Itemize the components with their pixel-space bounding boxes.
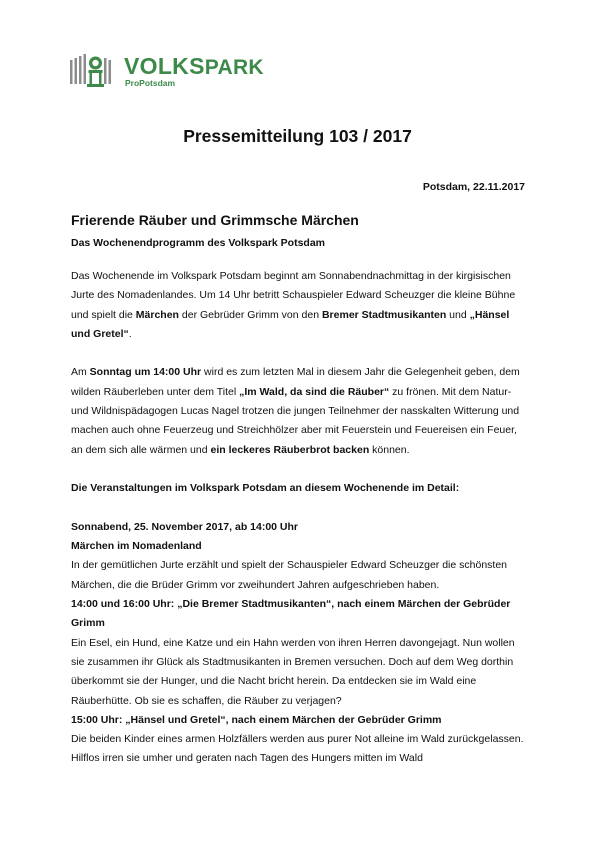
event-item-text: Die beiden Kinder eines armen Holzfällers werden aus purer Not alleine im Wald zurückgelassen. Hilflos irren sie umher und geraten nach Tagen des Hungers mitten im Wald xyxy=(71,733,524,765)
text-run: wird es zum letzten Mal in diesem Jahr die Gelegenheit geben, dem wilden Räuberleben unter dem Titel xyxy=(71,366,520,398)
logo-subtitle: ProPotsdam xyxy=(125,78,176,88)
place-date: Potsdam, 22.11.2017 xyxy=(422,181,525,193)
article-body xyxy=(71,267,526,769)
logo xyxy=(70,52,270,92)
bold-run: „Im Wald, da sind die Räuber“ xyxy=(239,385,390,398)
event-intro: In der gemütlichen Jurte erzählt und spielt der Schauspieler Edward Scheuzger die schönsten Märchen, die die Brüder Grimm vor zweihundert Jahren aufgeschrieben haben. xyxy=(71,559,508,591)
event-item-text: Ein Esel, ein Hund, eine Katze und ein Hahn werden von ihren Herren davongejagt. Nun wollen sie zusammen ihr Glück als Stadtmusikanten in Bremen versuchen. Doch auf dem Weg dorthin überkommt sie der Hunger, und die Nacht bricht herein. Da entdecken sie im Wald eine Räuberhütte. Ob sie es schaffen, die Räuber zu verjagen? xyxy=(71,636,515,707)
bold-run: Märchen xyxy=(135,308,179,321)
event-location: Märchen im Nomadenland xyxy=(71,540,202,553)
bold-run: Bremer Stadtmusikanten xyxy=(321,308,447,321)
text-run: . xyxy=(128,327,132,340)
text-run: Am xyxy=(71,366,90,379)
text-run: und xyxy=(446,308,470,321)
press-release-title: Pressemitteilung 103 / 2017 xyxy=(183,126,412,146)
bold-run: „Hänsel und Gretel“ xyxy=(71,308,510,340)
events-heading: Die Veranstaltungen im Volkspark Potsdam an diesem Wochenende im Detail: xyxy=(71,482,460,495)
text-run: Das Wochenende im Volkspark Potsdam beginnt am Sonnabendnachmittag in der kirgisischen Jurte des Nomadenlandes. Um 14 Uhr betritt Schauspieler Edward Scheuzger die kleine Bühne und spielt die xyxy=(71,270,516,321)
article-heading: Frierende Räuber und Grimmsche Märchen xyxy=(71,212,359,228)
text-run: der Gebrüder Grimm von den xyxy=(178,308,322,321)
paragraph-intro xyxy=(71,267,526,344)
event-date: Sonnabend, 25. November 2017, ab 14:00 Uhr xyxy=(71,520,299,533)
text-run: zu frönen. Mit dem Natur- und Wildnispädagogen Lucas Nagel trotzen die jungen Teilnehmer der nasskalten Witterung und machen auch ohne Feuerzeug und Streichhölzer aber mit Feuerstein und Feuereisen ein Feuer, an dem sich alle wärmen und xyxy=(71,385,520,456)
article-subheading: Das Wochenendprogramm des Volkspark Potsdam xyxy=(71,237,326,249)
bold-run: Sonntag um 14:00 Uhr xyxy=(89,366,202,379)
volkspark-logo-icon xyxy=(70,54,116,90)
paragraph-sunday xyxy=(71,363,526,459)
event-item-title: 14:00 und 16:00 Uhr: „Die Bremer Stadtmusikanten“, nach einem Märchen der Gebrüder Grimm xyxy=(71,598,511,630)
event-item-title: 15:00 Uhr: „Hänsel und Gretel“, nach einem Märchen der Gebrüder Grimm xyxy=(71,713,442,726)
logo-brand: VOLKSPARK xyxy=(124,53,264,79)
bold-run: ein leckeres Räuberbrot backen xyxy=(210,443,370,456)
text-run: können. xyxy=(369,443,410,456)
